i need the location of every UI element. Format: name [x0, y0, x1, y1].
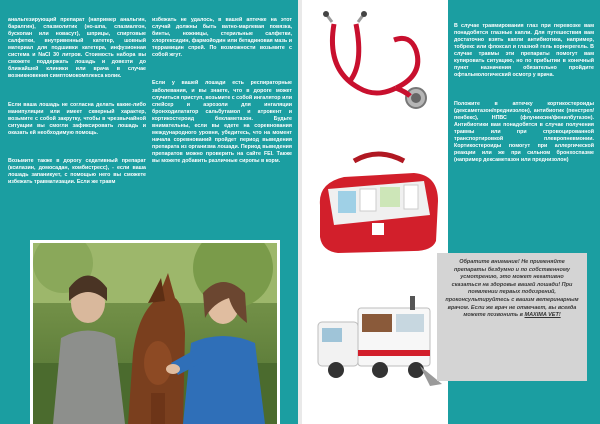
left-col2-para1: избежать не удалось, в вашей аптечке на этот случай должны быть ватно-марлевая повязка, бинты, ножницы, стерильные салфетки, хлоргексидин, фармойодин или бетадиновая мазь и террамицин спрей. По возможности возьмите с собой жгут. — [152, 17, 292, 59]
left-col1-para3: Возьмите также в дорогу седативный препарат (ксилазин, домосадан, комбистресс), - если ваша лошадь запаникует, с помощью него вы сможете избежать травматизации. Если же травм — [8, 157, 146, 186]
stethoscope-image — [304, 10, 444, 120]
right-para1: В случае травмирования глаз при перевозке вам понадобятся глазные капли. Для путешествия вам достаточно взять капли антибиотика, например, тобрекс или флоксал и глазной гель корнерегель. В случае травмы эти препараты помогут вам купировать ситуацию, но по прибытии в конечный пункт назначения обязательно пройдите офтальмологический осмотр у врача. — [454, 23, 594, 79]
horse-and-women-photo — [30, 240, 280, 424]
horse-photo-illustration — [33, 243, 277, 424]
right-page — [300, 0, 600, 424]
left-col1-para2: Если ваша лошадь не согласна делать какие-либо манипуляции или имеет скверный характер, возьмите с собой закрутку, чтобы в чрезвычайной ситуации вы смогли зафиксировать лошадь и оказать ей необходимую помощь. — [8, 101, 146, 136]
page-spine — [298, 0, 302, 424]
right-para2: Положите в аптечку кортикостероиды (дексаметазон/преднизолон), антибиотик (пенстреп/пенбекс), НПВС (флуниксин/фенилбутазон). Антибиотики вам понадобятся в случае получения травмы или при спровоцированной транспортировкой плевропневмонии. Кортикостероиды помогут при аллергической реакции или же при сильном бронхоспазме (например дексаметазон или преднизолон) — [454, 100, 594, 163]
warning-text — [445, 259, 579, 320]
left-col2-text — [152, 10, 292, 165]
first-aid-bag-image — [314, 145, 444, 255]
warning-brand-link: MAXIMA VET! — [524, 312, 561, 319]
horse-trailer-toy-image — [310, 288, 445, 388]
left-col1-text — [8, 10, 146, 186]
warning-body: Обратите внимание! Не применяйте препараты бездумно и по собственному усмотрению, это может негативно сказаться на здоровье вашей лошади! При появлении первых подозрений, проконсультируйтесь с вашим ветеринарным врачом. Если же врач не отвечает, вы всегда можете позвонить в — [445, 259, 579, 319]
warning-note — [437, 253, 587, 381]
left-col2-para2: Если у вашей лошади есть респираторные заболевания, и вы знаете, что в дороге может случиться приступ, возьмите с собой ингалятор или спейсер и аэрозоли для ингаляции бронходилататор сальбутамол и атровент и кортикостероид бекламетазон. Будьте внимательны, если вы едете на соревнования международного уровня, убедитесь, что на момент начала соревнований пройдет период выведения препарата из организма лошади. Период выведения препаратов можно проверить на сайте FEI. Также вы можете добавить различные сиропы в корм. — [152, 80, 292, 164]
left-col1-para1: анальгезирующий препарат (например анальгин, баралгин), спазмолитик (но-шпа, спазмалгон, бускопан или новасут), шприцы, спиртовые салфетки, внутривенный катетер, шовный материал для подшивки катетера, инфузионная система и NaCl 30 литров. Стоимость набора вы сможете поддержать лошадь и довезти до ближайшей клиники или врача в случае возникновения симптомокомплекса колик. — [8, 17, 146, 80]
right-col-text — [454, 16, 594, 164]
